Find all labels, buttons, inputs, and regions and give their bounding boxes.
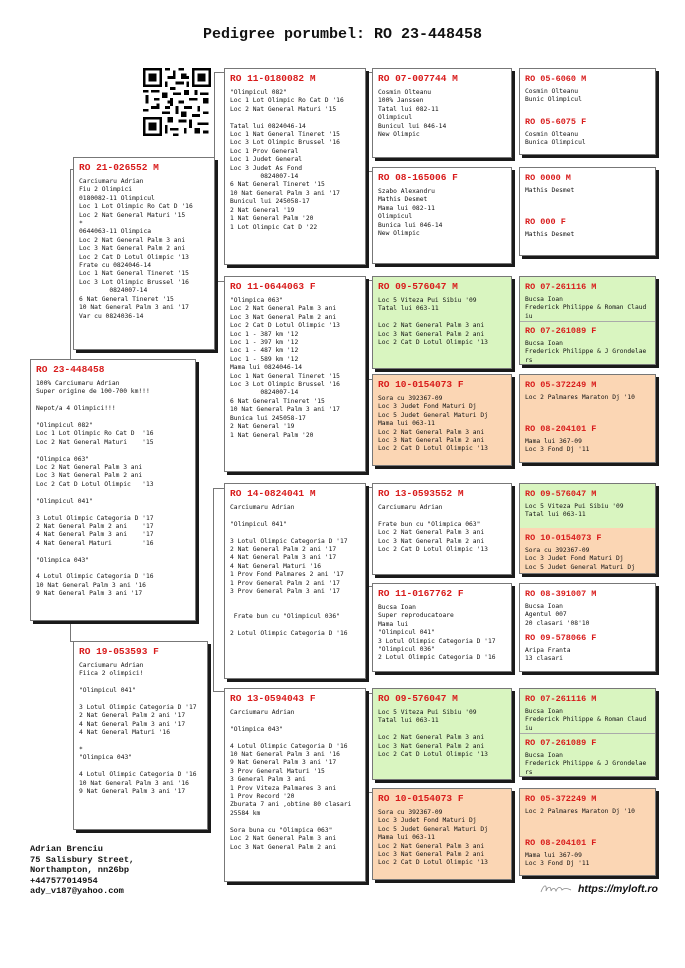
card-text: Mama lui 367-09 Loc 3 Fond Dj '11 (525, 438, 590, 454)
pedigree-card-gen4-pair (519, 583, 656, 672)
pedigree-card-sire (73, 157, 215, 350)
pedigree-card-gen4-pair (519, 276, 656, 365)
pedigree-card-subject (30, 359, 196, 621)
pedigree-card-gen4-pair (519, 167, 656, 256)
card-text: Loc 5 Viteza Pui Sibiu '09 Tatal lui 063-11 Loc 2 Nat General Palm 3 ani Loc 3 Nat General Palm 2 ani Loc 2 Cat D Lotul Olimpic '13 (378, 709, 488, 759)
card-text: Bucsa Ioan Frederick Philippe & Roman Claud iu (525, 708, 647, 732)
card-id: RO 09-576047 M (378, 281, 458, 292)
contact-block (30, 844, 134, 897)
pedigree-card-gen4-pair (519, 68, 656, 155)
card-id: RO 09-576047 M (378, 693, 458, 704)
card-id: RO 13-0594043 F (230, 693, 316, 704)
card-id: RO 10-0154073 F (378, 379, 464, 390)
contact-phone: +447577014954 (30, 875, 98, 886)
card-id: RO 05-6075 F (525, 117, 587, 127)
card-text: Mathis Desmet (525, 187, 575, 194)
card-text: Carciumaru Adrian "Olimpica 043" 4 Lotul Olimpic Categoria D '16 10 Nat General Palm 3 ani '16 9 Nat General Palm 3 ani '17 3 Prov General Maturi '15 3 General Palm 3 ani 1 Prov Viteza Palmares 3 ani 1 Prov Record '20 Zburata 7 ani ,obtine 80 clasari 25584 km Sora buna cu "Olimpica 063" Loc 2 Nat General Palm 3 ani Loc 3 Nat General Palm 2 ani (230, 709, 352, 851)
signature-icon (540, 882, 572, 896)
card-id: RO 09-576047 M (525, 489, 597, 499)
contact-name: Adrian Brenciu (30, 844, 103, 854)
card-text: Bucsa Ioan Frederick Philippe & J Grondelae rs (525, 752, 647, 776)
pedigree-card-gen3 (372, 167, 512, 264)
card-id: RO 11-0180082 M (230, 73, 316, 84)
card-text: Mathis Desmet (525, 231, 575, 238)
contact-address: 75 Salisbury Street, (30, 854, 135, 865)
card-id: RO 08-391007 M (525, 589, 597, 599)
pedigree-card-gen3 (372, 583, 512, 672)
card-id: RO 13-0593552 M (378, 488, 464, 499)
card-id: RO 0000 M (525, 173, 571, 183)
card-text: Loc 5 Viteza Pui Sibiu '09 Tatal lui 063-11 (525, 503, 624, 519)
pedigree-card-gen3 (372, 788, 512, 880)
pedigree-card-gen4-pair (519, 688, 656, 777)
card-id: RO 10-0154073 F (525, 533, 602, 543)
card-text: Cosmin Olteanu Bunic Olimpicul (525, 88, 582, 104)
subject-text: 100% Carciumaru Adrian Super origine de 100-700 km!!! Nepot/a 4 Olimpici!!! "Olimpicul 082" Loc 1 Lot Olimpic Ro Cat D '16 Loc 2 Nat General Maturi '15 "Olimpica 063" Loc 2 Nat General Palm 3 ani Loc 3 Nat General Palm 2 ani Loc 2 Cat D Lotul Olimpic '13 "Olimpicul 041" 3 Lotul Olimpic Categoria D '17 2 Nat General Palm 2 ani '17 4 Nat General Palm 3 ani '17 4 Nat General Maturi '16 "Olimpica 043" 4 Lotul Olimpic Categoria D '16 10 Nat General Palm 3 ani '16 9 Nat General Palm 3 ani '17 (36, 380, 154, 598)
card-text: Cosmin Olteanu 100% Janssen Tatal lui 082-11 Olimpicul Bunicul lui 046-14 New Olimpic (378, 89, 447, 139)
card-id: RO 11-0644063 F (230, 281, 316, 292)
contact-email[interactable]: ady_v187@yahoo.com (30, 886, 124, 896)
card-id: RO 09-578066 F (525, 633, 597, 643)
pedigree-card-gen2 (224, 276, 366, 472)
pedigree-card-gen3 (372, 688, 512, 780)
card-text: Sora cu 392367-09 Loc 3 Judet Fond Maturi Dj Loc 5 Judet General Maturi Dj (525, 547, 635, 571)
card-id: RO 07-261116 M (525, 694, 597, 704)
card-text: "Olimpicul 082" Loc 1 Lot Olimpic Ro Cat D '16 Loc 2 Nat General Maturi '15 Tatal lui 0824046-14 Loc 1 Nat General Tineret '15 Loc 3 Lot Olimpic Brussel '16 Loc 1 Prov General Loc 1 Judet General Loc 3 Judet As Fond 0824007-14 6 Nat General Tineret '15 10 Nat General Palm 3 ani '17 Bunicul lui 245058-17 2 Nat General '19 1 Nat General Palm '20 1 Lot Olimpic Cat D '22 (230, 89, 344, 231)
card-id: RO 07-007744 M (378, 73, 458, 84)
qr-code-icon (143, 68, 211, 136)
card-text: Sora cu 392367-09 Loc 3 Judet Fond Maturi Dj Loc 5 Judet General Maturi Dj Mama lui 063-11 Loc 2 Nat General Palm 3 ani Loc 3 Nat General Palm 2 ani Loc 2 Cat D Lotul Olimpic '13 (378, 809, 488, 867)
pedigree-card-gen3 (372, 276, 512, 369)
connector-line (214, 72, 224, 282)
card-text: Cosmin Olteanu Bunica Olimpicul (525, 131, 586, 147)
pedigree-card-gen3 (372, 374, 512, 466)
pedigree-card-gen3 (372, 68, 512, 158)
card-text: Sora cu 392367-09 Loc 3 Judet Fond Maturi Dj Loc 5 Judet General Maturi Dj Mama lui 063-11 Loc 2 Nat General Palm 3 ani Loc 3 Nat General Palm 2 ani Loc 2 Cat D Lotul Olimpic '13 (378, 395, 488, 453)
card-text: Szabo Alexandru Mathis Desmet Mama lui 082-11 Olimpicul Bunica lui 046-14 New Olimpic (378, 188, 443, 238)
sire-text: Carciumaru Adrian Fiu 2 Olimpici 0180082-11 Olimpicul Loc 1 Lot Olimpic Ro Cat D '16 Loc 2 Nat General Maturi '15 * 0644063-11 Olimpica Loc 2 Nat General Palm 3 ani Loc 3 Nat General Palm 2 ani Loc 2 Cat D Lotul Olimpic '13 Frate cu 0824046-14 Loc 1 Nat General Tineret '15 Loc 3 Lot Olimpic Brussel '16 0824007-14 6 Nat General Tineret '15 10 Nat General Palm 3 ani '17 Var cu 0824036-14 (79, 178, 193, 320)
card-text: Bucsa Ioan Agentul 007 20 clasari '08'10 (525, 603, 590, 627)
card-id: RO 08-204101 F (525, 838, 597, 848)
website-link[interactable]: https://myloft.ro (578, 883, 658, 895)
card-text: Bucsa Ioan Super reproducatoare Mama lui "Olimpicul 041" 3 Lotul Olimpic Categoria D '17 "Olimpicul 036" 2 Lotul Olimpic Categoria D '16 (378, 604, 496, 662)
sire-id: RO 21-026552 M (79, 162, 159, 173)
card-id: RO 05-6060 M (525, 74, 587, 84)
card-id: RO 000 F (525, 217, 566, 227)
dam-text: Carciumaru Adrian Fiica 2 olimpici! "Olimpicul 041" 3 Lotul Olimpic Categoria D '17 2 Nat General Palm 2 ani '17 4 Nat General Palm 3 ani '17 4 Nat General Maturi '16 * "Olimpica 043" 4 Lotul Olimpic Categoria D '16 10 Nat General Palm 3 ani '16 9 Nat General Palm 3 ani '17 (79, 662, 197, 796)
card-text: Loc 5 Viteza Pui Sibiu '09 Tatal lui 063-11 Loc 2 Nat General Palm 3 ani Loc 3 Nat General Palm 2 ani Loc 2 Cat D Lotul Olimpic '13 (378, 297, 488, 347)
pedigree-card-gen2 (224, 483, 366, 679)
card-id: RO 07-261116 M (525, 282, 597, 292)
card-text: Mama lui 367-09 Loc 3 Fond Dj '11 (525, 852, 590, 868)
card-text: Aripa Franta 13 clasari (525, 647, 571, 663)
pedigree-card-gen3 (372, 483, 512, 575)
pedigree-card-gen4-pair (519, 788, 656, 876)
card-id: RO 11-0167762 F (378, 588, 464, 599)
pedigree-card-gen2 (224, 68, 366, 265)
pedigree-card-gen4-pair (519, 483, 656, 574)
card-id: RO 08-204101 F (525, 424, 597, 434)
pedigree-card-dam (73, 641, 208, 830)
card-id: RO 05-372249 M (525, 794, 597, 804)
card-text: Carciumaru Adrian "Olimpicul 041" 3 Lotul Olimpic Categoria D '17 2 Nat General Palm 2 ani '17 4 Nat General Palm 3 ani '17 4 Nat General Maturi '16 1 Prov Fond Palmares 2 ani '17 1 Prov General Palm 2 ani '17 3 Prov General Palm 3 ani '17 Frate bun cu "Olimpicul 036" 2 Lotul Olimpic Categoria D '16 (230, 504, 348, 638)
dam-id: RO 19-053593 F (79, 646, 159, 657)
card-text: Loc 2 Palmares Maraton Dj '10 (525, 394, 635, 401)
card-id: RO 08-165006 F (378, 172, 458, 183)
contact-address: Northampton, nn26bp (30, 865, 130, 875)
card-text: Bucsa Ioan Frederick Philippe & Roman Claud iu (525, 296, 647, 320)
page-title: Pedigree porumbel: RO 23-448458 (202, 26, 483, 43)
card-id: RO 07-261089 F (525, 738, 597, 748)
subject-id: RO 23-448458 (36, 364, 105, 375)
pedigree-card-gen2 (224, 688, 366, 882)
connector-line (70, 620, 77, 642)
card-id: RO 10-0154073 F (378, 793, 464, 804)
card-text: Bucsa Ioan Frederick Philippe & J Grondelae rs (525, 340, 647, 364)
card-text: Loc 2 Palmares Maraton Dj '10 (525, 808, 635, 815)
card-id: RO 05-372249 M (525, 380, 597, 390)
connector-line (213, 488, 224, 692)
card-text: Carciumaru Adrian Frate bun cu "Olimpica 063" Loc 2 Nat General Palm 3 ani Loc 3 Nat General Palm 2 ani Loc 2 Cat D Lotul Olimpic '13 (378, 504, 488, 554)
card-id: RO 07-261089 F (525, 326, 597, 336)
card-text: "Olimpica 063" Loc 2 Nat General Palm 3 ani Loc 3 Nat General Palm 2 ani Loc 2 Cat D Lotul Olimpic '13 Loc 1 - 387 km '12 Loc 1 - 397 km '12 Loc 1 - 487 km '12 Loc 1 - 589 km '12 Mama lui 0824046-14 Loc 1 Nat General Tineret '15 Loc 3 Lot Olimpic Brussel '16 0824007-14 6 Nat General Tineret '15 10 Nat General Palm 3 ani '17 Bunica lui 245058-17 2 Nat General '19 1 Nat General Palm '20 (230, 297, 340, 439)
pedigree-card-gen4-pair (519, 374, 656, 463)
card-id: RO 14-0824041 M (230, 488, 316, 499)
